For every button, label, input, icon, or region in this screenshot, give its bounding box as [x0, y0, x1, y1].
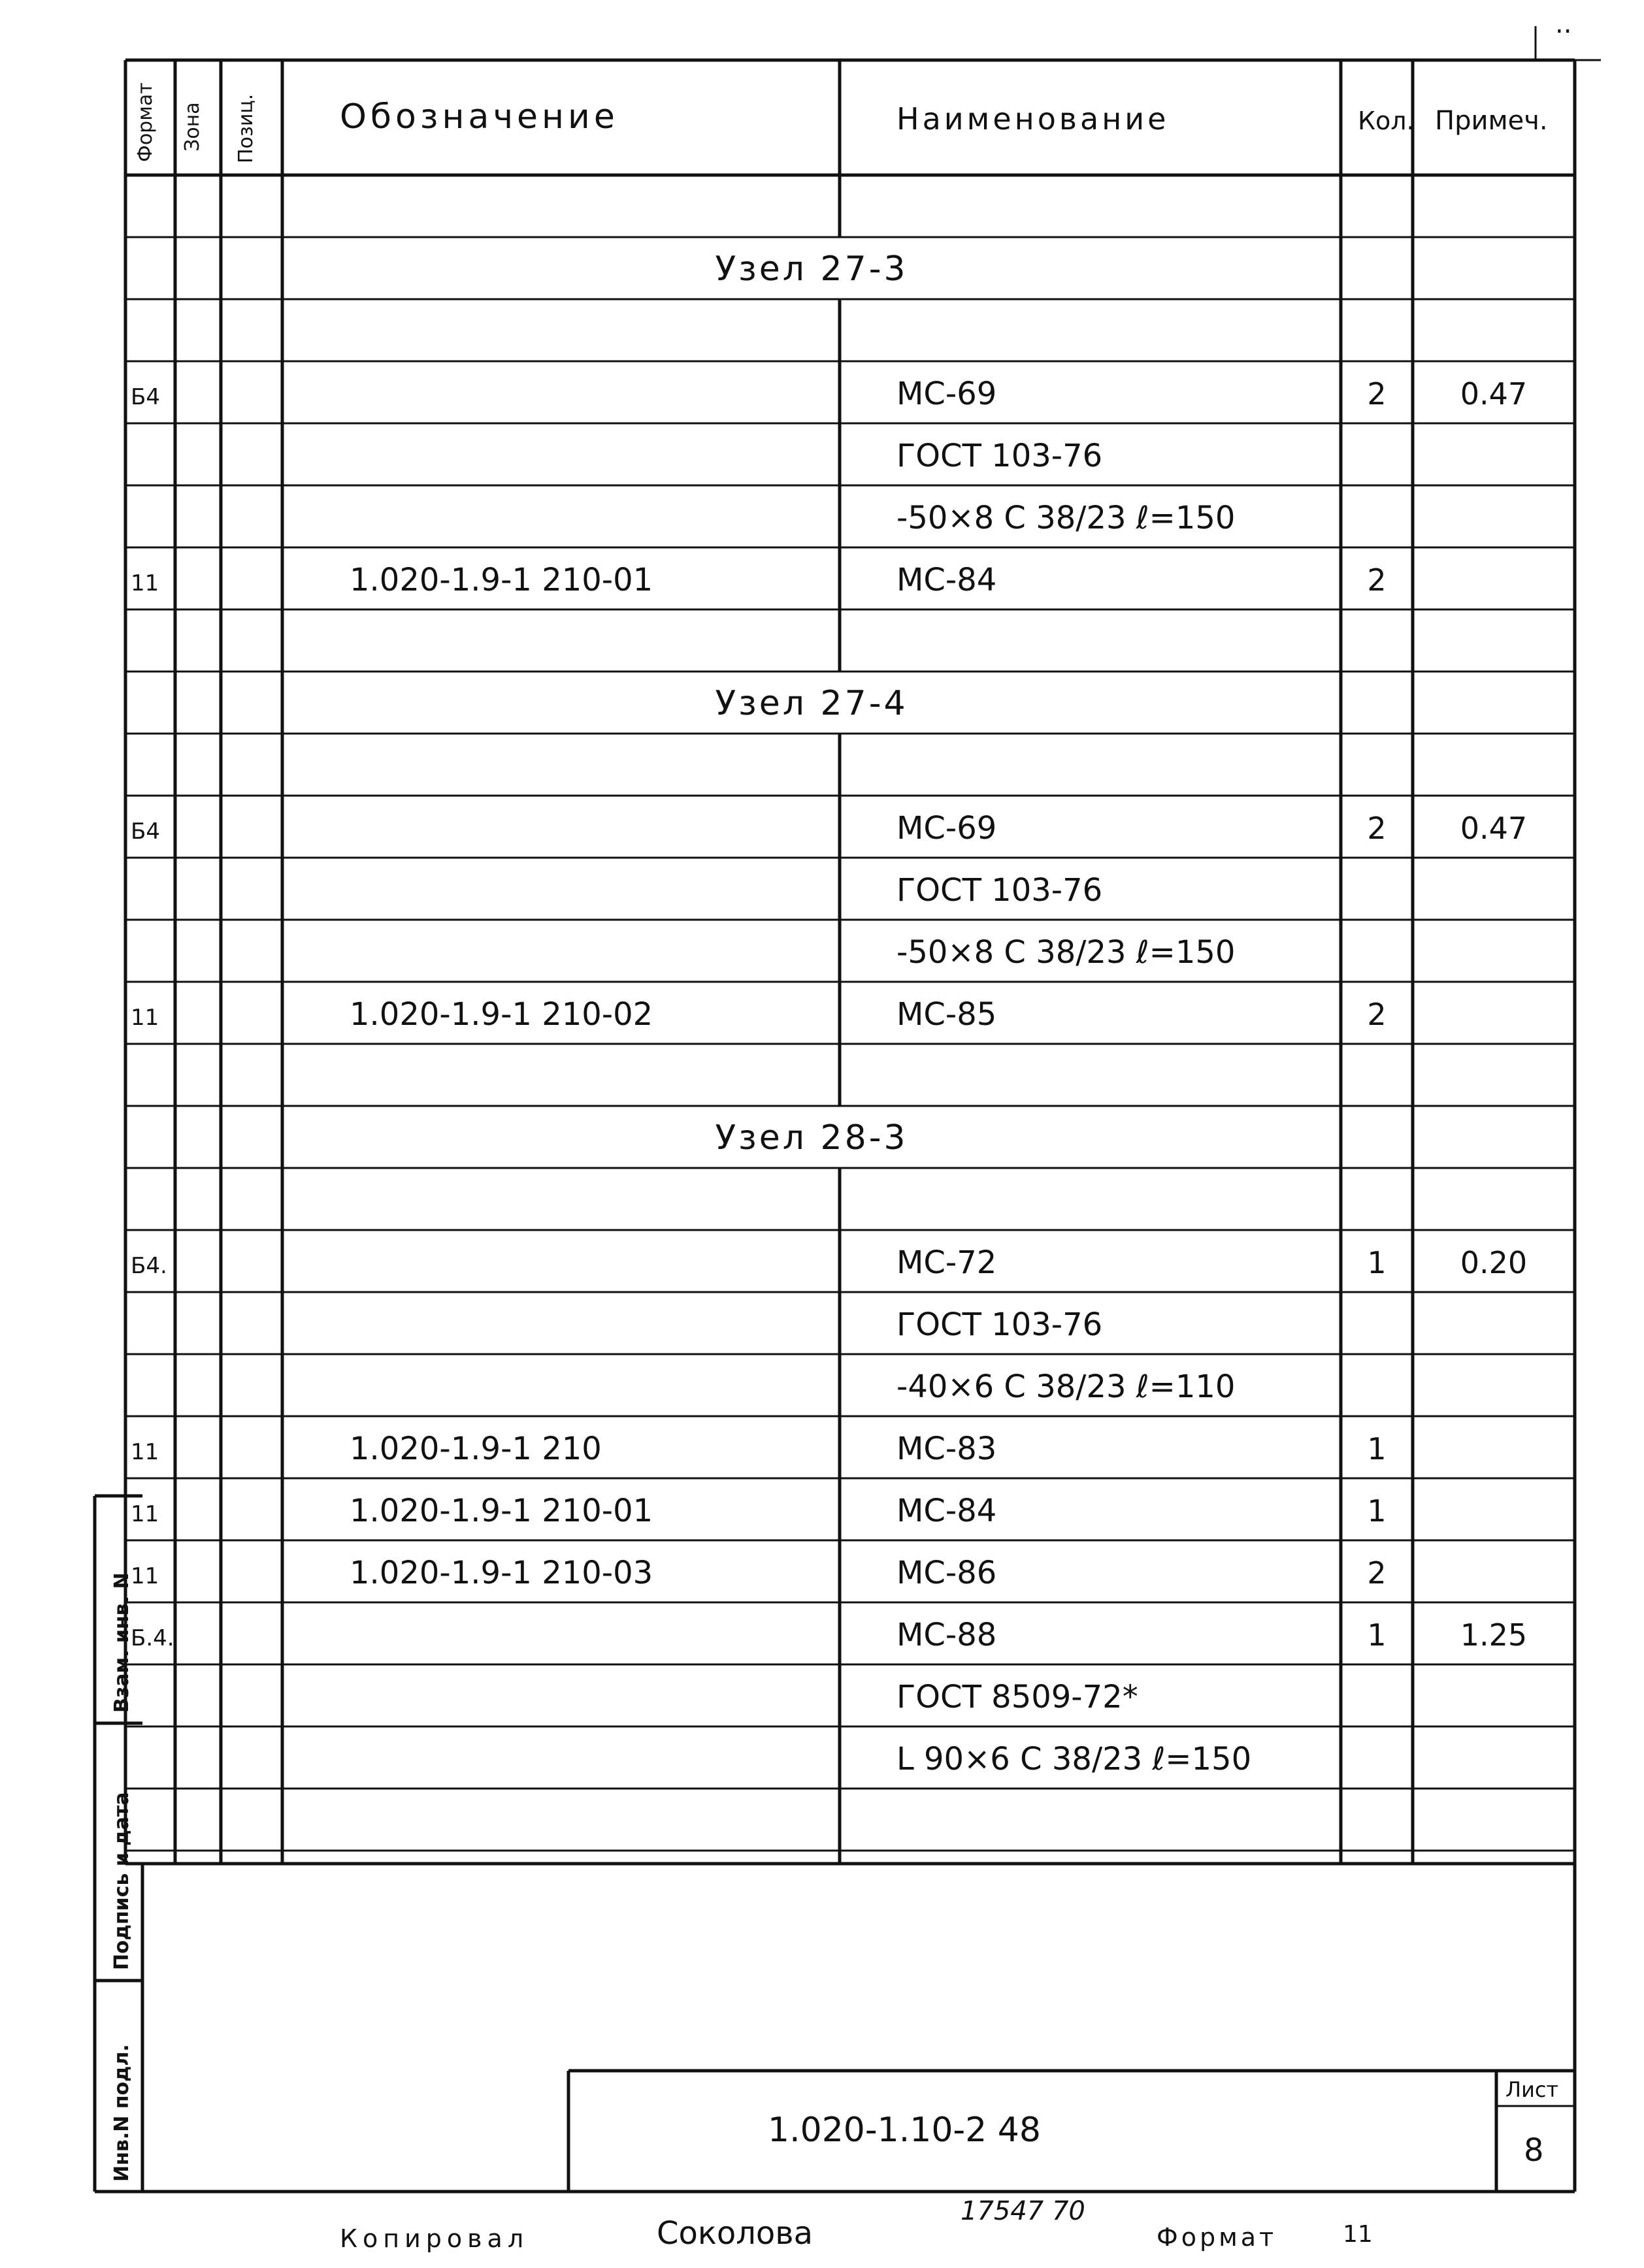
name-cell: ГОСТ 8509-72*	[896, 1679, 1138, 1715]
section-title: Узел 28-3	[715, 1118, 908, 1158]
note-cell: 0.47	[1460, 376, 1528, 412]
designation-cell: 1.020-1.9-1 210	[350, 1431, 602, 1467]
corner-mark: ..	[1555, 9, 1572, 39]
format-label: Формат	[1157, 2223, 1277, 2252]
header-zone: Зона	[181, 102, 204, 152]
qty-cell: 2	[1367, 811, 1387, 846]
name-cell: МС-85	[896, 996, 997, 1033]
qty-cell: 1	[1367, 1245, 1387, 1280]
format-cell: Б4	[131, 818, 160, 845]
format-cell: Б4	[131, 384, 160, 410]
qty-cell: 1	[1367, 1493, 1387, 1529]
format-cell: 11	[131, 1501, 159, 1527]
stamp-inv-replace: Взам. инв. N	[110, 1572, 133, 1713]
footer	[340, 2196, 1373, 2253]
side-stamp	[95, 1496, 142, 2192]
header-name: Наименование	[896, 101, 1170, 137]
note-cell: 1.25	[1460, 1617, 1528, 1653]
qty-cell: 1	[1367, 1617, 1387, 1653]
name-cell: МС-88	[896, 1617, 997, 1653]
stamp-sign-date: Подпись и дата	[110, 1792, 133, 1970]
name-cell: МС-83	[896, 1431, 997, 1467]
name-cell: МС-84	[896, 562, 997, 598]
note-cell: 0.47	[1460, 811, 1528, 846]
format-cell: 11	[131, 1563, 159, 1589]
name-cell: МС-86	[896, 1555, 997, 1591]
header-designation: Обозначение	[340, 97, 619, 137]
format-value: 11	[1343, 2221, 1373, 2248]
qty-cell: 2	[1367, 997, 1387, 1032]
name-cell: -40×6 С 38/23 ℓ=110	[896, 1369, 1236, 1405]
name-cell: -50×8 С 38/23 ℓ=150	[896, 934, 1236, 971]
designation-cell: 1.020-1.9-1 210-03	[350, 1555, 653, 1591]
header-format: Формат	[134, 82, 157, 162]
header-note: Примеч.	[1435, 106, 1548, 136]
designation-cell: 1.020-1.9-1 210-01	[350, 1493, 653, 1529]
designation-cell: 1.020-1.9-1 210-02	[350, 996, 653, 1033]
name-cell: МС-69	[896, 810, 997, 847]
format-cell: 11	[131, 1439, 159, 1465]
format-cell: 11	[131, 570, 159, 596]
order-number: 17547 70	[961, 2196, 1085, 2226]
section-title: Узел 27-4	[715, 684, 908, 723]
name-cell: МС-72	[896, 1244, 997, 1281]
sheet-number: 8	[1524, 2132, 1544, 2169]
table-grid	[125, 60, 1575, 1864]
qty-cell: 1	[1367, 1431, 1387, 1466]
designation-cell: 1.020-1.9-1 210-01	[350, 562, 653, 598]
note-cell: 0.20	[1460, 1245, 1528, 1280]
qty-cell: 2	[1367, 1555, 1387, 1591]
name-cell: ГОСТ 103-76	[896, 1306, 1103, 1343]
name-cell: МС-84	[896, 1493, 997, 1529]
header-qty: Кол.	[1358, 106, 1415, 135]
name-cell: -50×8 С 38/23 ℓ=150	[896, 500, 1236, 536]
format-cell: Б.4.	[131, 1625, 174, 1651]
copied-label: Копировал	[340, 2224, 529, 2253]
table-body	[131, 250, 1527, 1777]
qty-cell: 2	[1367, 376, 1387, 412]
stamp-inv-orig: Инв.N подл.	[110, 2044, 133, 2182]
document-number: 1.020-1.10-2 48	[768, 2111, 1041, 2150]
copied-name: Соколова	[657, 2215, 813, 2252]
name-cell: ГОСТ 103-76	[896, 438, 1103, 474]
sheet-label: Лист	[1505, 2077, 1559, 2102]
name-cell: L 90×6 С 38/23 ℓ=150	[896, 1741, 1252, 1777]
title-block	[568, 2071, 1575, 2192]
format-cell: Б4.	[131, 1253, 167, 1279]
name-cell: ГОСТ 103-76	[896, 872, 1103, 909]
section-title: Узел 27-3	[715, 250, 908, 289]
qty-cell: 2	[1367, 562, 1387, 598]
format-cell: 11	[131, 1005, 159, 1031]
header-position: Позиц.	[235, 93, 257, 163]
name-cell: МС-69	[896, 376, 997, 412]
